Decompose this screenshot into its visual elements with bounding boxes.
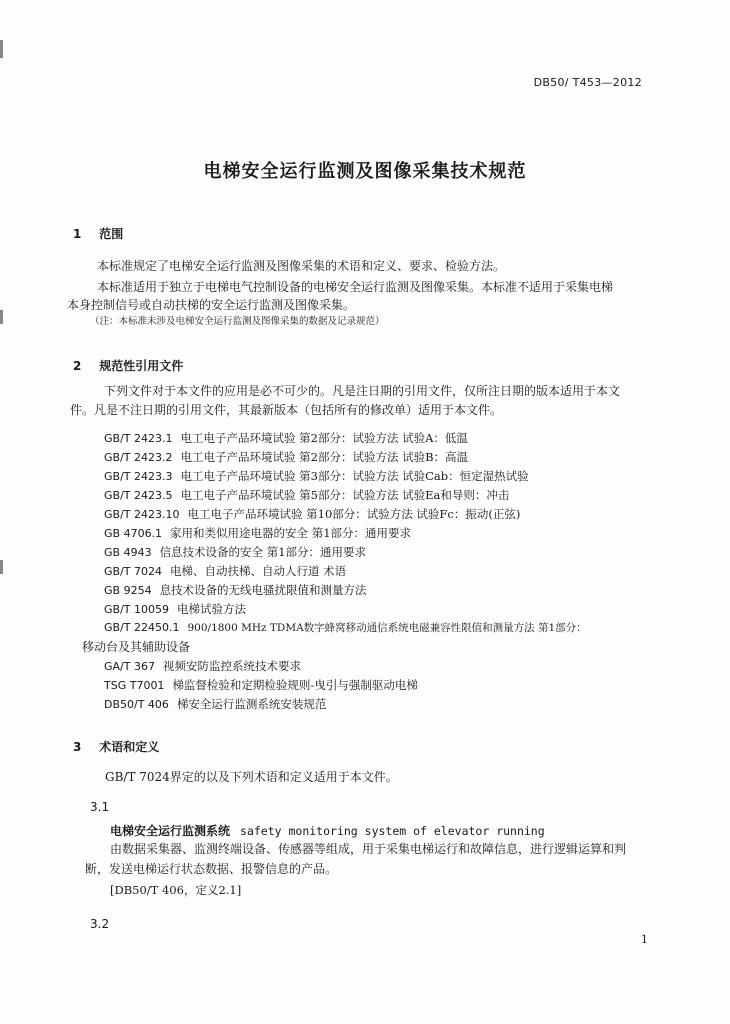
section-2-heading — [73, 357, 183, 374]
section-number: 2 — [73, 359, 82, 373]
page-number: 1 — [641, 933, 648, 946]
reference-title: 梯监督检验和定期检验规则-曳引与强制驱动电梯 — [172, 678, 418, 692]
section-title: 规范性引用文件 — [99, 359, 184, 373]
reference-code: GB 4943 — [104, 546, 152, 559]
references-intro-line-2: 件。凡是不注日期的引用文件，其最新版本（包括所有的修改单）适用于本文件。 — [70, 403, 503, 417]
reference-item — [104, 677, 418, 693]
subsection-3-2-number: 3.2 — [90, 917, 110, 931]
reference-code: GB/T 2423.1 — [104, 432, 173, 445]
reference-title: 息技术设备的无线电骚扰限值和测量方法 — [159, 583, 367, 597]
reference-title: 视频安防监控系统技术要求 — [162, 659, 301, 673]
reference-item — [104, 468, 529, 484]
reference-code: DB50/T 406 — [104, 698, 169, 711]
reference-code: GB/T 2423.2 — [104, 451, 173, 464]
reference-item — [104, 430, 468, 446]
reference-code: TSG T7001 — [104, 679, 165, 692]
reference-continuation: 移动台及其辅助设备 — [82, 640, 191, 654]
reference-item — [104, 449, 468, 465]
section-number: 1 — [73, 227, 82, 241]
document-title: 电梯安全运行监测及图像采集技术规范 — [203, 161, 527, 182]
scan-edge-mark — [0, 40, 3, 58]
reference-code: GB/T 2423.10 — [104, 508, 180, 521]
reference-title: 梯安全运行监测系统安装规范 — [176, 697, 327, 711]
term-english: safety monitoring system of elevator running — [240, 824, 545, 838]
reference-item — [104, 487, 509, 503]
reference-title: 电工电子产品环境试验 第10部分：试验方法 试验Fc：振动(正弦) — [187, 507, 521, 521]
section-number: 3 — [73, 740, 82, 754]
reference-title: 电梯、自动扶梯、自动人行道 术语 — [170, 564, 347, 578]
reference-item — [104, 601, 246, 617]
scan-edge-mark — [0, 560, 3, 574]
reference-item — [104, 658, 301, 674]
reference-item — [104, 563, 346, 579]
scope-paragraph-2-line-2: 本身控制信号或自动扶梯的安全运行监测及图像采集。 — [67, 298, 356, 312]
term-chinese: 电梯安全运行监测系统 — [110, 824, 231, 838]
reference-code: GB 4706.1 — [104, 527, 163, 540]
references-intro-line-1: 下列文件对于本文件的应用是必不可少的。凡是注日期的引用文件，仅所注日期的版本适用于本文 — [104, 384, 621, 398]
term-entry — [110, 822, 545, 839]
reference-code: GB/T 22450.1 — [104, 621, 180, 634]
term-definition-line-1: 由数据采集器、监测终端设备、传感器等组成，用于采集电梯运行和故障信息，进行逻辑运算和判 — [110, 842, 627, 856]
reference-title: 电工电子产品环境试验 第3部分：试验方法 试验Cab：恒定湿热试验 — [180, 469, 529, 483]
reference-code: GB/T 2423.5 — [104, 489, 173, 502]
reference-code: GA/T 367 — [104, 660, 155, 673]
scope-paragraph-1: 本标准规定了电梯安全运行监测及图像采集的术语和定义、要求、检验方法。 — [97, 259, 506, 273]
scope-paragraph-2-line-1: 本标准适用于独立于电梯电气控制设备的电梯安全运行监测及图像采集。本标准不适用于采集电梯 — [97, 280, 614, 294]
scope-note: （注：本标准未涉及电梯安全运行监测及图像采集的数据及记录规范） — [90, 316, 385, 327]
reference-title: 电工电子产品环境试验 第2部分：试验方法 试验B：高温 — [180, 450, 469, 464]
reference-title: 900/1800 MHz TDMA数字蜂窝移动通信系统电磁兼容性限值和测量方法 第1部分： — [187, 622, 587, 634]
reference-item — [104, 620, 587, 635]
reference-item — [104, 544, 366, 560]
reference-code: GB 9254 — [104, 584, 152, 597]
reference-code: GB/T 10059 — [104, 603, 169, 616]
scan-edge-mark — [0, 310, 3, 324]
reference-item — [104, 506, 520, 522]
section-1-heading — [73, 225, 123, 242]
section-title: 范围 — [99, 227, 124, 241]
reference-title: 电工电子产品环境试验 第2部分：试验方法 试验A：低温 — [180, 431, 468, 445]
reference-item — [104, 696, 326, 712]
reference-code: GB/T 2423.3 — [104, 470, 173, 483]
reference-item — [104, 525, 411, 541]
standard-number: DB50/ T453—2012 — [533, 76, 642, 89]
section-3-heading — [73, 738, 159, 755]
term-source: [DB50/T 406，定义2.1] — [110, 883, 242, 897]
reference-item — [104, 582, 367, 598]
section-title: 术语和定义 — [99, 740, 160, 754]
reference-title: 电梯试验方法 — [177, 602, 246, 616]
terms-intro: GB/T 7024界定的以及下列术语和定义适用于本文件。 — [105, 770, 398, 784]
reference-code: GB/T 7024 — [104, 565, 162, 578]
reference-title: 家用和类似用途电器的安全 第1部分：通用要求 — [170, 526, 412, 540]
term-definition-line-2: 断，发送电梯运行状态数据、报警信息的产品。 — [85, 862, 338, 876]
reference-title: 电工电子产品环境试验 第5部分：试验方法 试验Ea和导则：冲击 — [180, 488, 510, 502]
reference-title: 信息技术设备的安全 第1部分：通用要求 — [159, 545, 367, 559]
subsection-3-1-number: 3.1 — [90, 800, 110, 814]
